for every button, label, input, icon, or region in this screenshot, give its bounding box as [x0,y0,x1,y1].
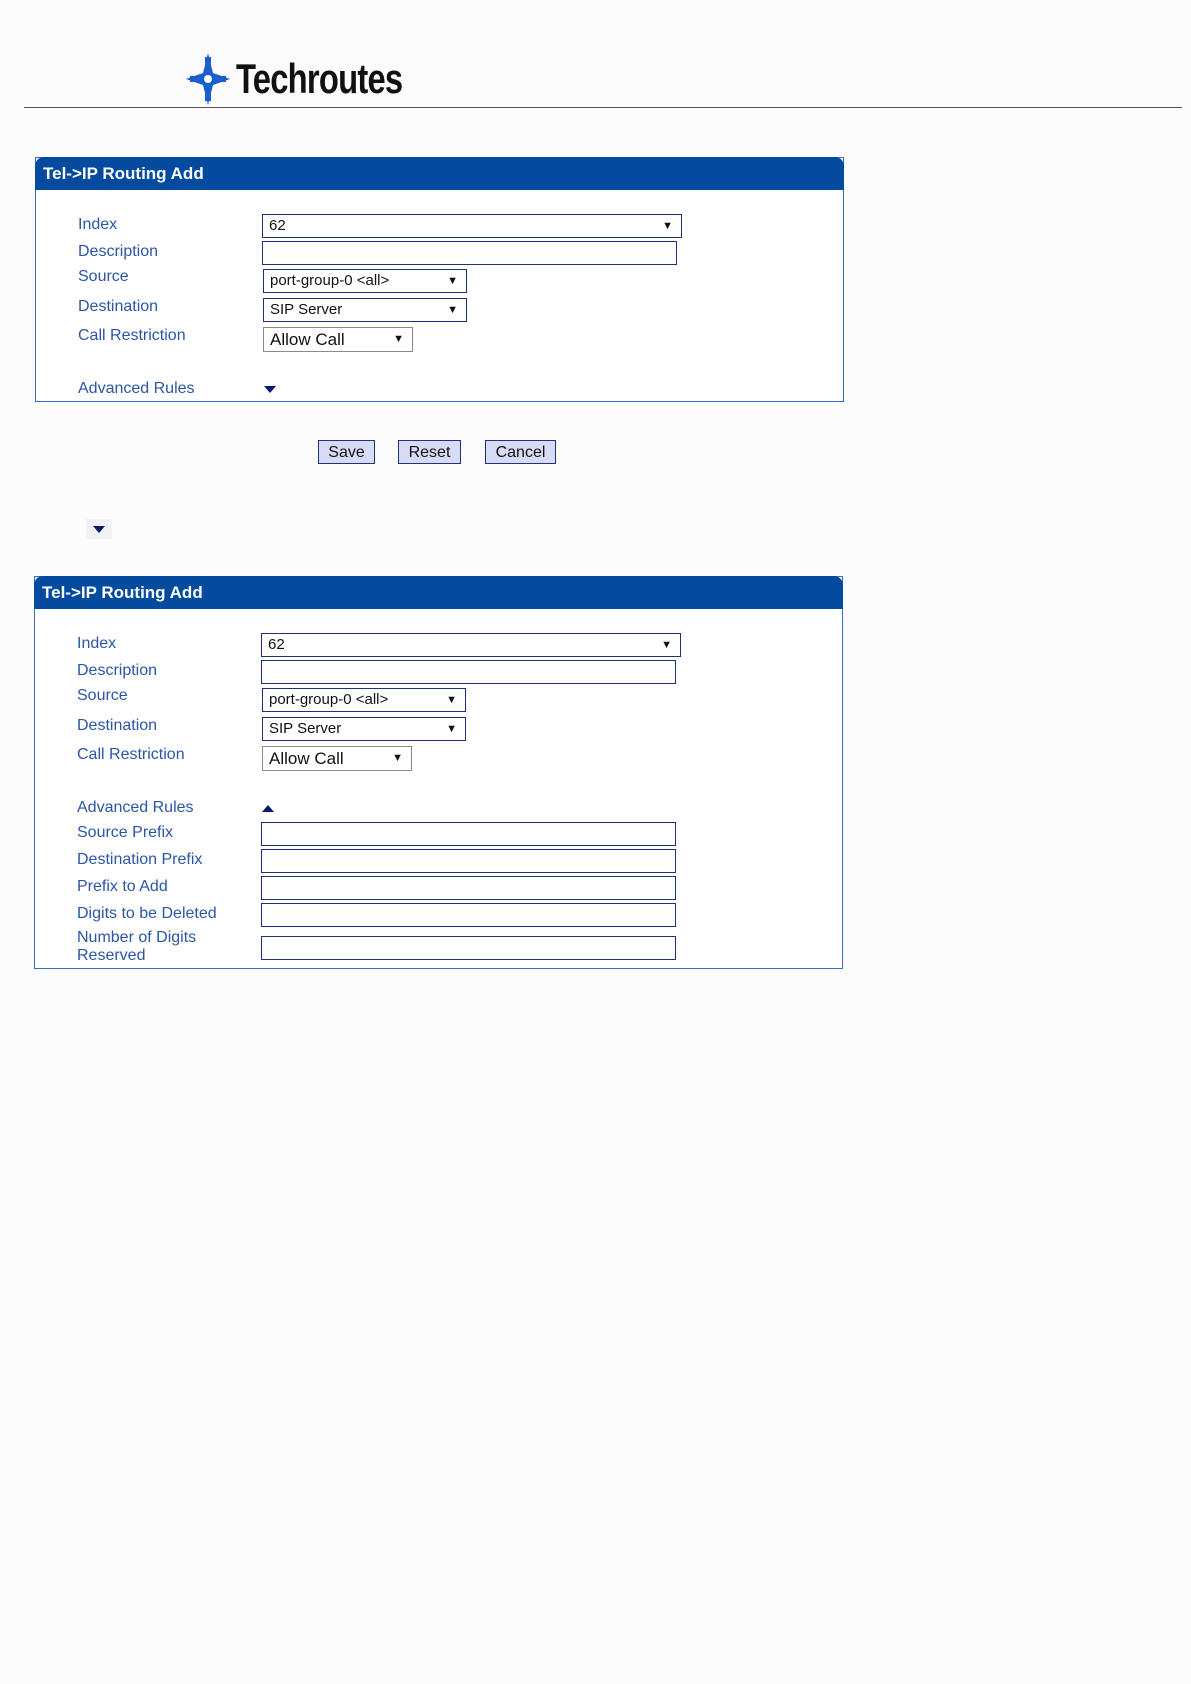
source-prefix-label: Source Prefix [77,824,174,841]
source-select[interactable] [263,269,467,293]
call-restriction-label: Call Restriction [78,327,186,344]
panel-title: Tel->IP Routing Add [34,576,843,609]
destination-select[interactable] [262,717,466,741]
expand-toggle-sample[interactable] [86,519,112,539]
source-select[interactable] [262,688,466,712]
source-label: Source [78,268,129,285]
prefix-to-add-input[interactable] [261,876,676,900]
routing-panel-collapsed [35,157,844,402]
destination-value: SIP Server [270,301,343,318]
destination-prefix-input[interactable] [261,849,676,873]
destination-select[interactable] [263,298,467,322]
dropdown-caret-icon: ▼ [447,304,458,316]
call-restriction-label: Call Restriction [77,746,185,763]
index-select[interactable] [261,633,681,657]
call-restriction-select[interactable] [263,327,413,352]
index-label: Index [77,635,117,652]
collapse-arrow-icon[interactable] [262,805,274,812]
source-value: port-group-0 <all> [270,272,390,289]
destination-label: Destination [78,298,159,315]
brand-logo [186,52,449,106]
index-value: 62 [269,217,286,234]
dropdown-caret-icon: ▼ [662,220,673,232]
description-label: Description [77,662,158,679]
index-select[interactable] [262,214,682,238]
index-value: 62 [268,636,285,653]
routing-panel-expanded [34,576,843,969]
destination-label: Destination [77,717,158,734]
call-restriction-value: Allow Call [270,330,345,349]
dropdown-caret-icon: ▼ [393,333,404,345]
dropdown-caret-icon: ▼ [392,752,403,764]
source-prefix-input[interactable] [261,822,676,846]
source-label: Source [77,687,128,704]
advanced-rules-label: Advanced Rules [78,380,195,397]
advanced-rules-label: Advanced Rules [77,799,194,816]
description-input[interactable] [262,241,677,265]
expand-arrow-icon[interactable] [264,386,276,393]
call-restriction-select[interactable] [262,746,412,771]
dropdown-caret-icon: ▼ [446,723,457,735]
destination-value: SIP Server [269,720,342,737]
prefix-to-add-label: Prefix to Add [77,878,168,895]
call-restriction-value: Allow Call [269,749,344,768]
digits-to-be-deleted-label: Digits to be Deleted [77,905,217,922]
cancel-button[interactable]: Cancel [485,440,556,464]
number-of-digits-reserved-label: Number of Digits Reserved [77,929,197,964]
header-divider [24,107,1182,108]
source-value: port-group-0 <all> [269,691,389,708]
panel-title: Tel->IP Routing Add [35,157,844,190]
compass-star-icon [186,53,230,105]
dropdown-caret-icon: ▼ [446,694,457,706]
number-of-digits-reserved-input[interactable] [261,936,676,960]
description-input[interactable] [261,660,676,684]
reset-button[interactable]: Reset [398,440,461,464]
save-button[interactable]: Save [318,440,375,464]
description-label: Description [78,243,159,260]
dropdown-caret-icon: ▼ [447,275,458,287]
expand-arrow-icon [93,526,105,533]
brand-name: Techroutes [236,55,403,102]
digits-to-be-deleted-input[interactable] [261,903,676,927]
dropdown-caret-icon: ▼ [661,639,672,651]
index-label: Index [78,216,118,233]
destination-prefix-label: Destination Prefix [77,851,203,868]
